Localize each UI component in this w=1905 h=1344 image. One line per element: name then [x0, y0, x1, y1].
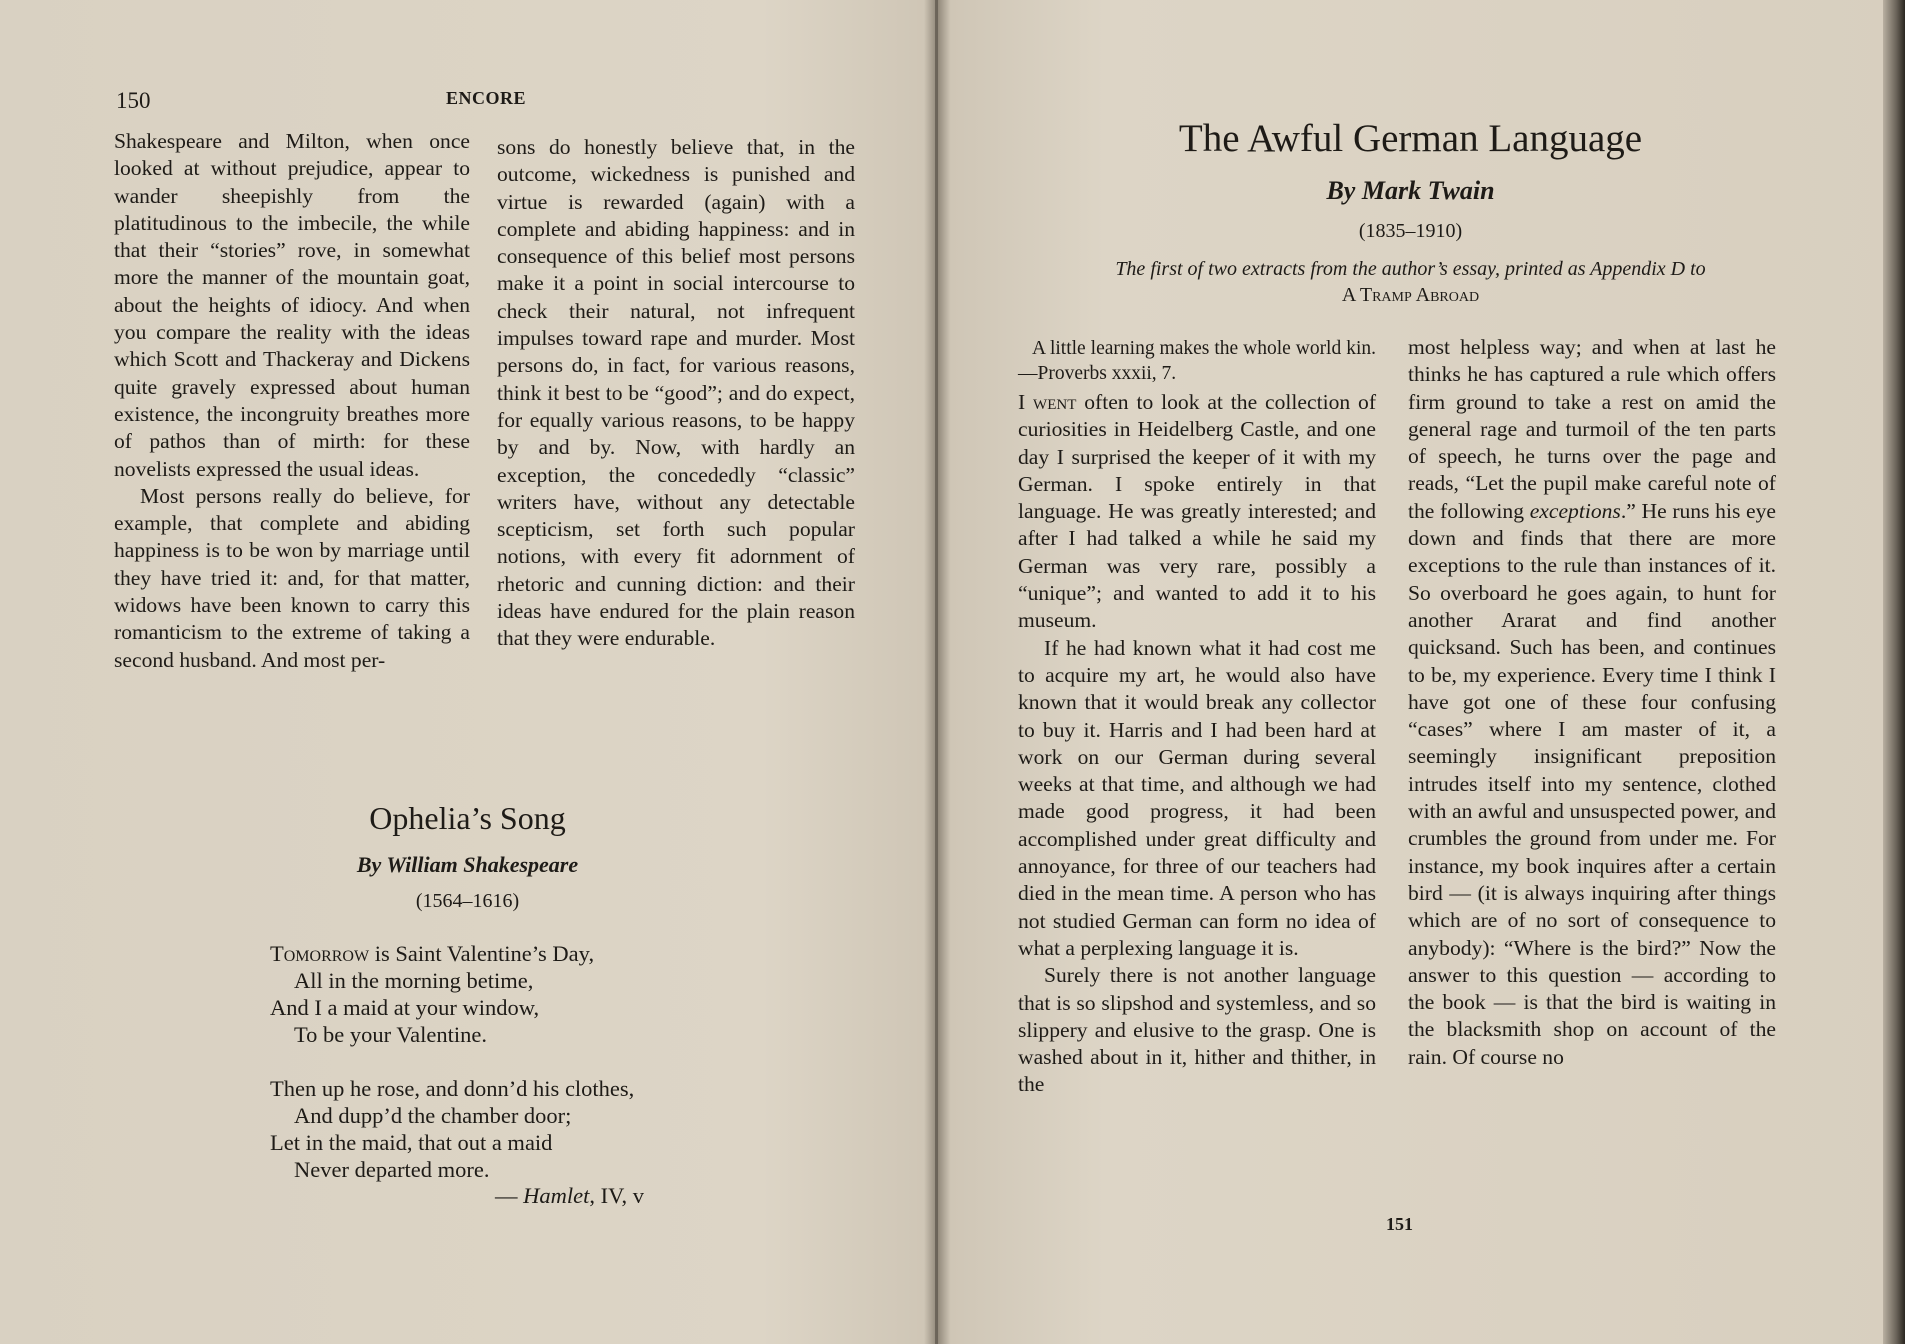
paragraph [1408, 334, 1776, 1071]
right-column-1 [1018, 336, 1376, 1099]
paragraph: Most persons really do believe, for example, that complete and abiding happiness is to be won by marriage until they have tried it: and, for that matter, widows have been known to carry this romanticism to the extreme of taking a second husband. And most per- [114, 483, 470, 672]
poem-line: And I a maid at your window, [270, 995, 540, 1020]
paragraph-text: often to look at the collection of curiosities in Heidelberg Castle, and one day I surprised the keeper of it with my German. I spoke entirely in that language. He was greatly interested; and after I had talked a while he said my German was very rare, possibly a “unique”; and wanted to add it to his museum. [1018, 390, 1377, 633]
poem-line-text: is Saint Valentine’s Day, [369, 941, 595, 966]
poem-line: Then up he rose, and donn’d his clothes, [270, 1076, 635, 1101]
poem-line: And dupp’d the chamber door; [294, 1103, 572, 1128]
paragraph: Surely there is not another language that is so slipshod and systemless, and so slippery and elusive to the grasp. One is washed about in it, hither and thither, in the [1018, 963, 1376, 1097]
epigraph: A little learning makes the whole world kin.—Proverbs xxxii, 7. [1018, 338, 1376, 384]
left-column-1 [114, 128, 470, 674]
essay-author: By Mark Twain [1326, 176, 1495, 205]
poem-dates: (1564–1616) [415, 890, 520, 912]
attribution-work: Hamlet [523, 1183, 590, 1208]
paragraph: Shakespeare and Milton, when once looked at without prejudice, appear to wander sheepishly from the platitudinous to the imbecile, the while that their “stories” rove, in somewhat more the manner of the mountain goat, about the heights of idiocy. And when you compare the reality with the ideas which Scott and Thackeray and Dickens quite gravely expressed about human existence, the incongruity breathes more of pathos than of mirth: for these novelists expressed the usual ideas. [114, 129, 470, 481]
stanza-break [270, 1048, 710, 1075]
attribution-ref: , IV, v [589, 1183, 644, 1208]
essay-dates: (1835–1910) [1358, 220, 1463, 242]
paragraph [1018, 389, 1376, 635]
poem-line: Never departed more. [294, 1157, 490, 1182]
poem-first-word: Tomorrow [270, 941, 370, 966]
left-column-2 [497, 134, 855, 653]
attribution-dash: — [495, 1183, 524, 1208]
poem-body [270, 940, 710, 1183]
left-page [0, 0, 935, 1344]
poem-author: By William Shakespeare [356, 852, 579, 877]
paragraph: If he had known what it had cost me to acquire my art, he would also have known that it would break any collector to buy it. Harris and I had been hard at work on our German during several weeks at that time, and although we had made good progress, it had been accomplished under great difficulty and annoyance, for three of our teachers had died in the mean time. A person who has not studied German can form no idea of what a perplexing language it is. [1018, 635, 1376, 960]
poem-line: To be your Valentine. [294, 1022, 487, 1047]
page-edge-shadow [1883, 0, 1905, 1344]
right-page [938, 0, 1883, 1344]
poem-line: All in the morning betime, [294, 968, 534, 993]
paragraph-text: .” He runs his eye down and finds that there are more exceptions to the rule than instances of it. So overboard he goes again, to hunt for another Ararat and find another quicksand. Such has been, and continues to be, my experience. Every time I think I have got one of these four confusing “cases” where I am master of it, a seemingly insignificant preposition intrudes itself into my sentence, clothed with an awful and unsuspected power, and crumbles the ground from under me. For instance, my book inquires after a certain bird — (it is always inquiring after things which are of no sort of consequence to anybody): “Where is the bird?” Now the answer to this question — according to the book — is that the bird is waiting in the blacksmith shop on account of the rain. Of course no [1408, 498, 1776, 1069]
paragraph-text: most helpless way; and when at last he thinks he has captured a rule which offers firm ground to take a rest on amid the general rage and turmoil of the ten parts of speech, he turns over the page and reads, “Let the pupil make careful note of the following [1408, 335, 1776, 523]
poem-line: Let in the maid, that out a maid [270, 1130, 553, 1155]
poem-line [270, 940, 710, 967]
page-number-left: 150 [116, 88, 151, 113]
emphasis: exceptions [1529, 498, 1621, 523]
running-head: ENCORE [446, 88, 527, 108]
essay-title: The Awful German Language [1178, 117, 1643, 160]
poem-title: Ophelia’s Song [369, 800, 566, 836]
right-column-2 [1408, 334, 1776, 1071]
page-number-right: 151 [1386, 1214, 1413, 1234]
poem-attribution [495, 1183, 644, 1209]
essay-note [938, 256, 1883, 308]
essay-note-text: The first of two extracts from the author’s essay, printed as Appendix D to [1115, 258, 1706, 280]
essay-first-words: I went [1018, 390, 1077, 414]
essay-source: A Tramp Abroad [1341, 284, 1480, 306]
paragraph: sons do honestly believe that, in the outcome, wickedness is punished and virtue is rewarded (again) with a complete and abiding happiness: and in consequence of this belief most persons make it a point in social intercourse to check their natural, not infrequent impulses toward rape and murder. Most persons do, in fact, for various reasons, think it best to be “good”; and do expect, for equally various reasons, to be happy by and by. Now, with hardly an exception, the concededly “classic” writers have, without any detectable scepticism, set forth such popular notions, with every fit adornment of rhetoric and cunning diction: and their ideas have endured for the plain reason that they were endurable. [497, 135, 855, 651]
